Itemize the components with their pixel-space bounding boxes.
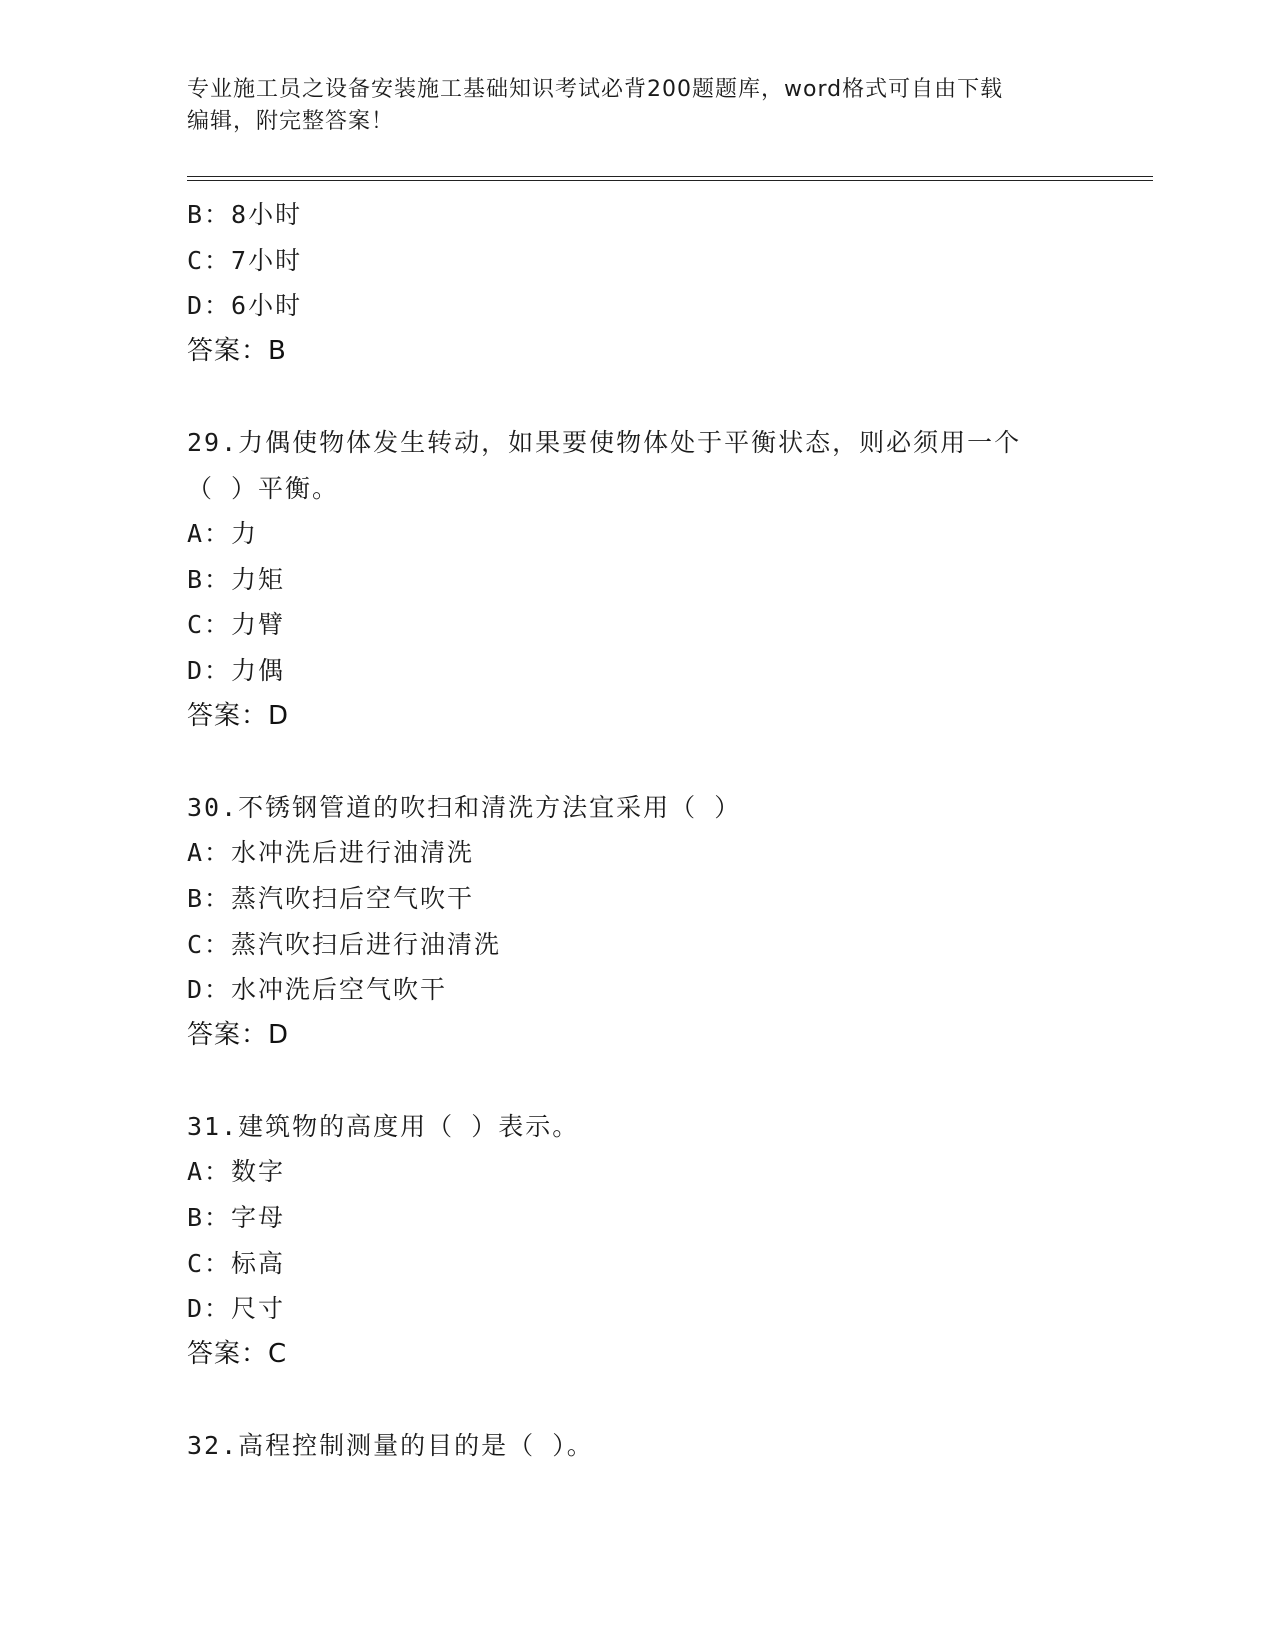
question-spacer xyxy=(187,739,1087,785)
header-divider-top xyxy=(187,176,1153,177)
q30-answer: 答案：D xyxy=(187,1019,290,1050)
q31-answer: 答案：C xyxy=(187,1338,288,1369)
q29-option-c: C：力臂 xyxy=(187,610,286,640)
question-list xyxy=(187,192,1087,1469)
question-spacer xyxy=(187,374,1087,420)
q31-option-b: B：字母 xyxy=(187,1203,286,1233)
q30-option-a: A：水冲洗后进行油清洗 xyxy=(187,838,475,868)
q29-option-d: D：力偶 xyxy=(187,655,286,685)
header-divider-bottom xyxy=(187,180,1153,181)
q29-question-line-2: （ ）平衡。 xyxy=(187,473,340,503)
q28-answer: 答案：B xyxy=(187,335,287,366)
q28-option-b: B：8小时 xyxy=(187,200,303,229)
q28-option-d: D：6小时 xyxy=(187,291,303,321)
q30-option-c: C：蒸汽吹扫后进行油清洗 xyxy=(187,929,502,959)
document-header xyxy=(187,74,1067,138)
q31-option-a: A：数字 xyxy=(187,1157,286,1187)
question-spacer xyxy=(187,1058,1087,1104)
question-spacer xyxy=(187,1377,1087,1423)
q31-question: 31.建筑物的高度用（ ）表示。 xyxy=(187,1111,580,1141)
q28-option-c: C：7小时 xyxy=(187,245,303,275)
q30-option-b: B：蒸汽吹扫后空气吹干 xyxy=(187,883,475,913)
q31-option-d: D：尺寸 xyxy=(187,1294,286,1324)
q29-question-line-1: 29.力偶使物体发生转动，如果要使物体处于平衡状态，则必须用一个 xyxy=(187,427,1022,457)
q29-option-a: A：力 xyxy=(187,519,259,549)
q30-option-d: D：水冲洗后空气吹干 xyxy=(187,975,448,1005)
header-title-line-2: 编辑，附完整答案！ xyxy=(187,109,395,134)
q30-question: 30.不锈钢管道的吹扫和清洗方法宜采用（ ） xyxy=(187,792,742,822)
q29-answer: 答案：D xyxy=(187,700,290,731)
header-title-line-1: 专业施工员之设备安装施工基础知识考试必背200题题库，word格式可自由下载 xyxy=(187,77,1004,102)
q32-question: 32.高程控制测量的目的是（ ）。 xyxy=(187,1431,594,1461)
q31-option-c: C：标高 xyxy=(187,1248,286,1278)
q29-option-b: B：力矩 xyxy=(187,564,286,594)
